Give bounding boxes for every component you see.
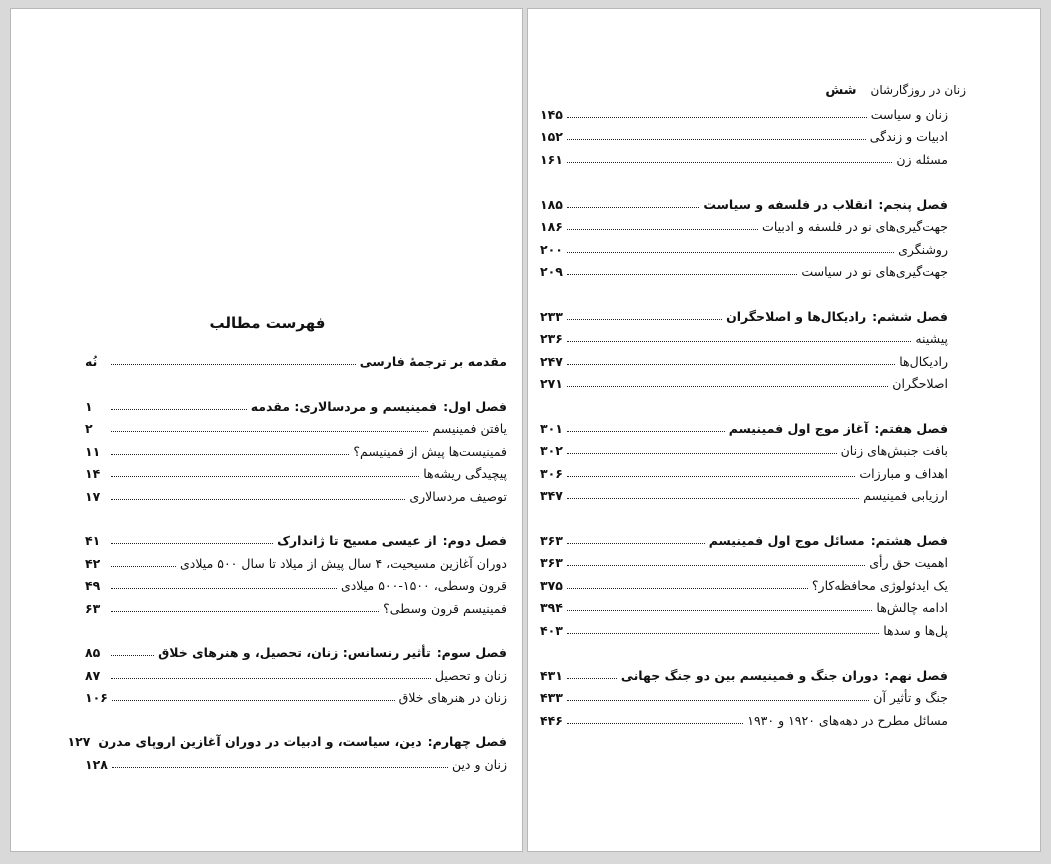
toc-entry: [540, 215, 948, 237]
toc-chapter-entry: [85, 395, 507, 417]
chapter-label: فصل پنجم:: [878, 196, 948, 212]
page-number: ۳۰۲: [540, 442, 563, 458]
page-number: ۲۷۱: [540, 375, 563, 391]
toc-entry: [540, 238, 948, 260]
dot-leader: [567, 364, 895, 365]
entry-title: اهمیت حق رأی: [869, 554, 948, 570]
toc-entry: [540, 372, 948, 394]
dot-leader: [567, 476, 855, 477]
toc-entry: [85, 753, 507, 775]
page-number: ۱۴۵: [540, 106, 563, 122]
entry-title: فمینیسم قرون وسطی؟: [383, 600, 507, 616]
entry-title: جهت‌گیری‌های نو در فلسفه و ادبیات: [762, 218, 948, 234]
dot-leader: [567, 229, 758, 230]
dot-leader: [111, 566, 176, 567]
chapter-title: فمینیسم و مردسالاری: مقدمه: [250, 398, 438, 414]
dot-leader: [567, 588, 808, 589]
chapter-label: فصل سوم:: [436, 644, 507, 660]
toc-chapter-entry: [85, 641, 507, 663]
page-number: ۴۱: [85, 532, 101, 548]
toc-chapter-entry: [540, 305, 948, 327]
page-number: ۳۴۷: [540, 487, 563, 503]
chapter-title: دین، سیاست، و ادبیات در دوران آغازین اروپای مدرن: [98, 733, 422, 749]
toc-entry: [540, 709, 948, 731]
toc-entry: [85, 440, 507, 462]
entry-title: زنان در هنرهای خلاق: [398, 689, 507, 705]
page-number: ۲۰۰: [540, 241, 563, 257]
toc-entry: [540, 596, 948, 618]
entry-title: قرون وسطی، ۱۵۰۰-۵۰۰ میلادی: [340, 577, 507, 593]
entry-title: مسائل مطرح در دهه‌های ۱۹۲۰ و ۱۹۳۰: [747, 712, 948, 728]
toc-chapter-entry: [540, 417, 948, 439]
left-page: [10, 8, 523, 852]
dot-leader: [111, 678, 431, 679]
dot-leader: [567, 162, 892, 163]
toc-chapter-entry: [540, 193, 948, 215]
entry-title: ارزیابی فمینیسم: [863, 487, 948, 503]
dot-leader: [111, 364, 356, 365]
page-number: ۳۶۳: [540, 532, 563, 548]
page-number: ۲۳۶: [540, 330, 563, 346]
page-number: ۲۰۹: [540, 263, 563, 279]
toc-entry: [85, 485, 507, 507]
page-number: ۶۳: [85, 600, 101, 616]
entry-title: یافتن فمینیسم: [432, 420, 507, 436]
dot-leader: [567, 453, 837, 454]
page-number: ۴۲: [85, 555, 101, 571]
dot-leader: [567, 498, 859, 499]
chapter-label: فصل دوم:: [442, 532, 507, 548]
dot-leader: [111, 409, 247, 410]
toc-entry: [85, 552, 507, 574]
dot-leader: [567, 319, 722, 320]
toc-entry: [85, 597, 507, 619]
page-number: ۴۰۳: [540, 622, 563, 638]
entry-title: فمینیست‌ها پیش از فمینیسم؟: [353, 443, 507, 459]
dot-leader: [112, 700, 395, 701]
entry-title: مقدمه بر ترجمهٔ فارسی: [359, 353, 507, 369]
dot-leader: [567, 117, 867, 118]
chapter-label: فصل نهم:: [884, 667, 948, 683]
chapter-title: تأثیر رنسانس: زنان، تحصیل، و هنرهای خلاق: [158, 644, 431, 660]
page-number: ۱۱: [85, 443, 101, 459]
entry-title: اصلاحگران: [892, 375, 948, 391]
dot-leader: [567, 633, 879, 634]
page-number: ۲۴۷: [540, 353, 563, 369]
dot-leader: [111, 588, 337, 589]
entry-title: زنان و دین: [451, 756, 507, 772]
toc-entry: [540, 439, 948, 461]
page-number: ۲۳۳: [540, 308, 563, 324]
dot-leader: [567, 431, 725, 432]
entry-title: اهداف و مبارزات: [859, 465, 948, 481]
page-number: ۱۸۶: [540, 218, 563, 234]
page-number: ۱۵۲: [540, 128, 563, 144]
entry-title: ادبیات و زندگی: [869, 128, 948, 144]
toc-entry: [540, 574, 948, 596]
dot-leader: [567, 723, 743, 724]
entry-title: رادیکال‌ها: [899, 353, 948, 369]
page-number: ۳۷۵: [540, 577, 563, 593]
toc-entry: [540, 686, 948, 708]
page-number: ۳۶۳: [540, 554, 563, 570]
dot-leader: [111, 611, 379, 612]
dot-leader: [567, 274, 797, 275]
page-number: ۱۴: [85, 465, 101, 481]
page-number: ۴۹: [85, 577, 101, 593]
page-number: ۱۷: [85, 488, 101, 504]
toc-entry: [540, 484, 948, 506]
page-number: ۴۴۶: [540, 712, 563, 728]
toc-entry: [85, 574, 507, 596]
chapter-label: فصل اول:: [443, 398, 507, 414]
dot-leader: [111, 655, 154, 656]
entry-title: دوران آغازین مسیحیت، ۴ سال پیش از میلاد تا سال ۵۰۰ میلادی: [180, 555, 507, 571]
dot-leader: [567, 678, 617, 679]
chapter-title: رادیکال‌ها و اصلاحگران: [726, 308, 867, 324]
dot-leader: [111, 431, 428, 432]
chapter-title: مسائل موج اول فمینیسم: [708, 532, 865, 548]
dot-leader: [111, 454, 349, 455]
dot-leader: [567, 565, 865, 566]
page-number: ۱۲۷: [67, 733, 91, 749]
toc-chapter-entry: [540, 664, 948, 686]
entry-title: پیچیدگی ریشه‌ها: [423, 465, 507, 481]
entry-title: پل‌ها و سدها: [883, 622, 948, 638]
dot-leader: [567, 386, 888, 387]
page-number: ۱۶۱: [540, 151, 563, 167]
dot-leader: [111, 543, 273, 544]
chapter-label: فصل ششم:: [872, 308, 948, 324]
toc-entry: [540, 148, 948, 170]
page-number: ۱۰۶: [85, 689, 108, 705]
dot-leader: [567, 543, 705, 544]
toc-entry: [540, 462, 948, 484]
toc-chapter-entry: [67, 730, 507, 752]
entry-title: زنان و سیاست: [870, 106, 948, 122]
dot-leader: [111, 499, 405, 500]
toc-entry: [85, 462, 507, 484]
entry-title: جهت‌گیری‌های نو در سیاست: [801, 263, 948, 279]
toc-title: فهرست مطالب: [209, 314, 326, 332]
dot-leader: [567, 252, 894, 253]
toc-entry: [540, 260, 948, 282]
toc-entry: [540, 551, 948, 573]
page-number: ۳۰۱: [540, 420, 563, 436]
entry-title: پیشینه: [915, 330, 948, 346]
entry-title: مسئله زن: [896, 151, 948, 167]
toc-entry: [540, 350, 948, 372]
entry-title: زنان و تحصیل: [434, 667, 507, 683]
entry-title: توصیف مردسالاری: [409, 488, 507, 504]
page-number: ۱۸۵: [540, 196, 563, 212]
running-head-title: زنان در روزگارشان: [870, 83, 966, 97]
page-number: ۸۷: [85, 667, 101, 683]
dot-leader: [567, 207, 699, 208]
entry-title: جنگ و تأثیر آن: [873, 689, 948, 705]
page-number: ۱۲۸: [85, 756, 108, 772]
toc-entry: [85, 664, 507, 686]
chapter-label: فصل هفتم:: [874, 420, 948, 436]
dot-leader: [567, 700, 869, 701]
chapter-title: انقلاب در فلسفه و سیاست: [703, 196, 873, 212]
entry-title: یک ایدئولوژی محافظه‌کار؟: [811, 577, 948, 593]
entry-title: بافت جنبش‌های زنان: [840, 442, 948, 458]
running-head: [825, 83, 966, 98]
toc-entry: [85, 350, 507, 372]
toc-entry: [540, 125, 948, 147]
chapter-label: فصل هشتم:: [870, 532, 948, 548]
chapter-title: آغاز موج اول فمینیسم: [728, 420, 869, 436]
right-page: [527, 8, 1041, 852]
toc-chapter-entry: [85, 529, 507, 551]
running-head-page: شش: [825, 83, 857, 98]
dot-leader: [112, 767, 448, 768]
chapter-title: از عیسی مسیح تا ژاندارک: [277, 532, 437, 548]
entry-title: ادامه چالش‌ها: [876, 599, 948, 615]
page-number: ۳۰۶: [540, 465, 563, 481]
toc-entry: [85, 417, 507, 439]
chapter-title: دوران جنگ و فمینیسم بین دو جنگ جهانی: [620, 667, 879, 683]
page-number: نُه: [85, 353, 98, 369]
dot-leader: [111, 476, 419, 477]
toc-entry: [540, 619, 948, 641]
page-number: ۸۵: [85, 644, 101, 660]
page-number: ۳۹۴: [540, 599, 563, 615]
page-number: ۴۳۳: [540, 689, 563, 705]
toc-entry: [540, 327, 948, 349]
toc-entry: [540, 103, 948, 125]
page-number: ۲: [85, 420, 93, 436]
page-number: ۴۳۱: [540, 667, 563, 683]
chapter-label: فصل چهارم:: [427, 733, 507, 749]
dot-leader: [567, 341, 911, 342]
dot-leader: [567, 610, 873, 611]
entry-title: روشنگری: [898, 241, 948, 257]
page-number: ۱: [85, 398, 93, 414]
toc-entry: [85, 686, 507, 708]
dot-leader: [567, 139, 866, 140]
toc-chapter-entry: [540, 529, 948, 551]
